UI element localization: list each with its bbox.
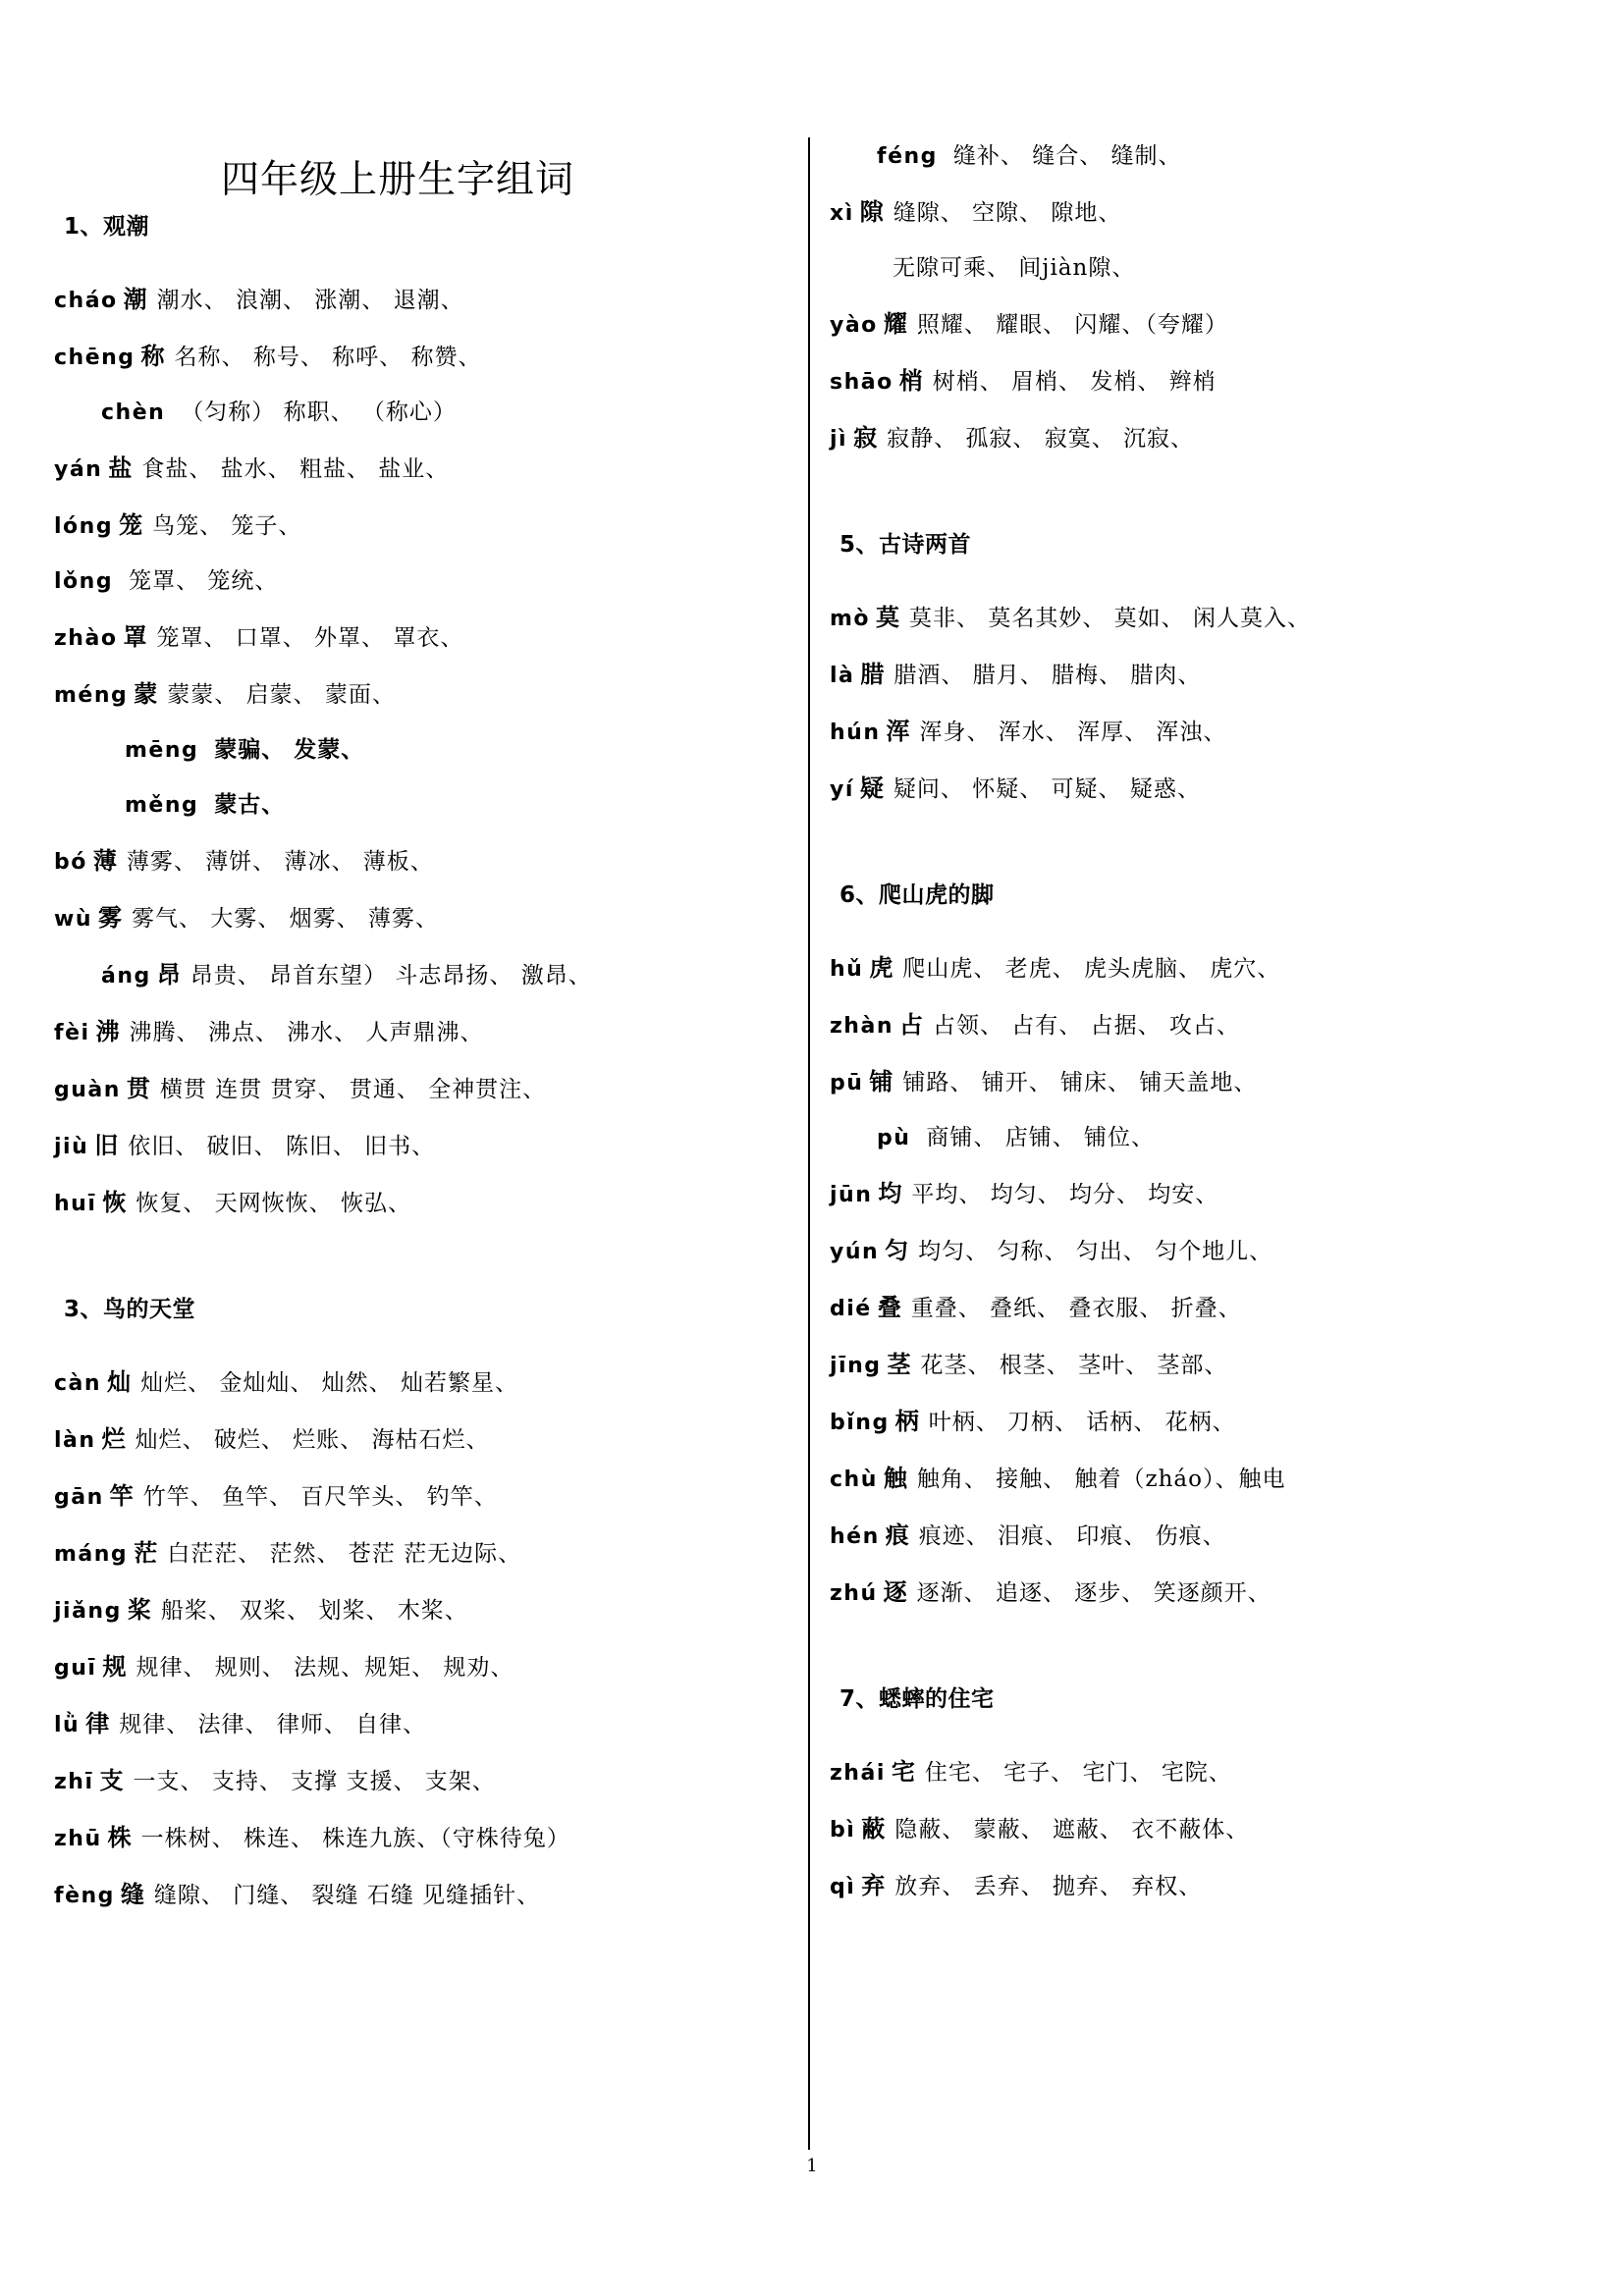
- vocabulary-entry: [54, 731, 741, 764]
- pinyin-label: jì: [830, 427, 848, 452]
- vocabulary-entry: [830, 1573, 1517, 1607]
- vocabulary-entry: [54, 1647, 741, 1682]
- pinyin-label: máng: [54, 1542, 129, 1567]
- headword-character: 桨: [127, 1596, 151, 1624]
- vocabulary-entry: [830, 712, 1517, 746]
- headword-character: 触: [883, 1465, 907, 1492]
- headword-character: 痕: [885, 1522, 909, 1549]
- example-words: 名称、 称号、 称呼、 称赞、: [174, 345, 482, 370]
- pinyin-label: jiù: [54, 1135, 89, 1159]
- headword-character: 称: [140, 343, 165, 370]
- vocabulary-entry: [54, 1590, 741, 1625]
- example-words: 铺路、 铺开、 铺床、 铺天盖地、: [902, 1070, 1258, 1095]
- pinyin-label: lóng: [54, 514, 114, 539]
- vocabulary-entry: [54, 1126, 741, 1160]
- pinyin-label: là: [830, 664, 855, 688]
- vocabulary-entry: [830, 1119, 1517, 1151]
- vocabulary-entry: [830, 1752, 1517, 1787]
- vocabulary-entry: [54, 1533, 741, 1568]
- example-words: 放弃、 丢弃、 抛弃、 弃权、: [894, 1874, 1203, 1899]
- pinyin-label: wù: [54, 907, 92, 932]
- example-words: 蒙骗、 发蒙、: [214, 737, 365, 763]
- left-column-items: [54, 208, 741, 1909]
- vocabulary-entry: [830, 1062, 1517, 1096]
- pinyin-label: gān: [54, 1485, 104, 1510]
- vocabulary-entry: [54, 1012, 741, 1046]
- heading-spacer: [54, 1329, 741, 1362]
- example-words: 蒙蒙、 启蒙、 蒙面、: [167, 682, 396, 708]
- vocabulary-entry: [54, 1183, 741, 1217]
- headword-character: 浑: [886, 718, 910, 745]
- example-words: 腊酒、 腊月、 腊梅、 腊肉、: [893, 663, 1202, 688]
- example-words: 恢复、 天网恢恢、 恢弘、: [135, 1191, 411, 1216]
- pinyin-label: lǒng: [54, 569, 114, 594]
- example-words: 竹竿、 鱼竿、 百尺竿头、 钓竿、: [142, 1484, 498, 1510]
- vocabulary-entry: [830, 1402, 1517, 1436]
- vocabulary-entry: [830, 192, 1517, 227]
- vocabulary-entry: [830, 418, 1517, 453]
- vocabulary-entry: [54, 786, 741, 819]
- example-words: 莫非、 莫名其妙、 莫如、 闲人莫入、: [909, 606, 1311, 631]
- headword-character: 隙: [859, 198, 884, 226]
- heading-spacer: [830, 564, 1517, 598]
- example-words: 隐蔽、 蒙蔽、 遮蔽、 衣不蔽体、: [894, 1817, 1250, 1842]
- example-words: 笼罩、 口罩、 外罩、 罩衣、: [156, 625, 464, 651]
- headword-character: 柄: [894, 1408, 919, 1435]
- section-spacer: [830, 826, 1517, 877]
- headword-character: 腊: [860, 661, 885, 688]
- pinyin-label: fèi: [54, 1021, 90, 1045]
- pinyin-label: yán: [54, 457, 103, 482]
- vocabulary-entry: [54, 394, 741, 426]
- vocabulary-entry: [54, 955, 741, 989]
- section-heading: 3、鸟的天堂: [64, 1297, 196, 1322]
- vocabulary-entry: [54, 1419, 741, 1454]
- example-words: 逐渐、 追逐、 逐步、 笑逐颜开、: [916, 1580, 1272, 1606]
- pinyin-label: zhào: [54, 626, 118, 651]
- vocabulary-entry: [830, 1516, 1517, 1550]
- example-words: 均匀、 匀称、 匀出、 匀个地儿、: [918, 1239, 1273, 1264]
- pinyin-label: guàn: [54, 1078, 121, 1102]
- example-words: 照耀、 耀眼、 闪耀、（夸耀）: [916, 312, 1228, 338]
- example-words: 规律、 规则、 法规、规矩、 规劝、: [135, 1655, 514, 1681]
- headword-character: 竿: [109, 1482, 134, 1510]
- headword-character: 恢: [102, 1189, 127, 1216]
- pinyin-label: zhái: [830, 1761, 886, 1786]
- example-words: 浑身、 浑水、 浑厚、 浑浊、: [919, 720, 1227, 745]
- heading-spacer: [830, 1719, 1517, 1752]
- vocabulary-entry: [830, 948, 1517, 983]
- example-words: 爬山虎、 老虎、 虎头虎脑、 虎穴、: [902, 956, 1281, 982]
- vocabulary-entry: [54, 1476, 741, 1511]
- example-words: 鸟笼、 笼子、: [152, 513, 302, 539]
- example-words: 白茫茫、 茫然、 苍茫 茫无边际、: [167, 1541, 522, 1567]
- pinyin-label: dié: [830, 1297, 872, 1321]
- headword-character: 灿: [107, 1368, 132, 1396]
- headword-character: 耀: [883, 310, 907, 338]
- example-words: 住宅、 宅子、 宅门、 宅院、: [924, 1760, 1232, 1786]
- headword-character: 均: [878, 1180, 902, 1207]
- example-words: 重叠、 叠纸、 叠衣服、 折叠、: [910, 1296, 1242, 1321]
- vocabulary-entry: [830, 1809, 1517, 1843]
- example-words: 缝隙、 门缝、 裂缝 石缝 见缝插针、: [153, 1883, 541, 1908]
- heading-spacer: [54, 246, 741, 280]
- example-words: 商铺、 店铺、 铺位、: [926, 1125, 1156, 1150]
- example-words: 蒙古、: [214, 792, 286, 818]
- pinyin-label: shāo: [830, 370, 893, 395]
- headword-character: 支: [99, 1767, 124, 1794]
- example-words: 雾气、 大雾、 烟雾、 薄雾、: [132, 906, 439, 932]
- example-words: （匀称） 称职、 （称心）: [181, 400, 457, 425]
- headword-character: 茎: [887, 1351, 911, 1378]
- vocabulary-entry: [830, 1866, 1517, 1900]
- pinyin-label: cháo: [54, 289, 118, 313]
- headword-character: 宅: [891, 1758, 915, 1786]
- section-heading: 7、蟋蟀的住宅: [839, 1686, 995, 1712]
- example-words: 灿烂、 破烂、 烂账、 海枯石烂、: [135, 1427, 490, 1453]
- right-column-items: [830, 137, 1517, 1900]
- title-spacer: [54, 137, 741, 208]
- headword-character: 昂: [156, 961, 181, 988]
- example-words: 船桨、 双桨、 划桨、 木桨、: [160, 1598, 468, 1624]
- vocabulary-entry: [830, 598, 1517, 632]
- vocabulary-entry: [54, 1818, 741, 1852]
- pinyin-label: jiǎng: [54, 1599, 122, 1624]
- headword-character: 占: [898, 1011, 923, 1039]
- example-words: 一株树、 株连、 株连九族、（守株待兔）: [140, 1826, 570, 1851]
- headword-character: 虎: [869, 954, 893, 982]
- example-words: 笼罩、 笼统、: [129, 568, 279, 594]
- pinyin-label: bó: [54, 850, 87, 875]
- vocabulary-entry: [830, 1459, 1517, 1493]
- section-spacer: [830, 475, 1517, 526]
- example-words: 缝补、 缝合、 缝制、: [952, 143, 1182, 169]
- headword-character: 笼: [119, 511, 143, 539]
- vocabulary-entry: [54, 562, 741, 595]
- pinyin-label: jīng: [830, 1354, 882, 1378]
- vocabulary-entry: [830, 1345, 1517, 1379]
- section-heading: 6、爬山虎的脚: [839, 882, 995, 908]
- example-words: 薄雾、 薄饼、 薄冰、 薄板、: [126, 849, 434, 875]
- pinyin-label: qì: [830, 1875, 856, 1899]
- pinyin-label: féng: [877, 144, 938, 169]
- headword-character: 贯: [126, 1075, 150, 1102]
- pinyin-label: zhú: [830, 1581, 878, 1606]
- example-words: 占领、 占有、 占据、 攻占、: [932, 1013, 1240, 1039]
- example-words: 痕迹、 泪痕、 印痕、 伤痕、: [918, 1523, 1226, 1549]
- page-number: 1: [806, 2156, 818, 2176]
- example-words: 灿烂、 金灿灿、 灿然、 灿若繁星、: [140, 1370, 518, 1396]
- pinyin-label: hún: [830, 721, 881, 745]
- right-column: [830, 137, 1517, 1923]
- vocabulary-entry: [54, 337, 741, 371]
- pinyin-label: càn: [54, 1371, 102, 1396]
- section-heading: 5、古诗两首: [839, 532, 972, 558]
- headword-character: 薄: [92, 847, 117, 875]
- pinyin-label: áng: [101, 964, 151, 988]
- headword-character: 规: [102, 1653, 127, 1681]
- pinyin-label: yào: [830, 313, 878, 338]
- pinyin-label: jūn: [830, 1183, 873, 1207]
- page-title: 四年级上册生字组词: [221, 158, 575, 202]
- example-words: 花茎、 根茎、 茎叶、 茎部、: [920, 1353, 1228, 1378]
- pinyin-label: làn: [54, 1428, 96, 1453]
- example-words: 寂静、 孤寂、 寂寞、 沉寂、: [887, 426, 1195, 452]
- headword-character: 烂: [101, 1425, 126, 1453]
- headword-character: 梢: [898, 367, 923, 395]
- headword-character: 潮: [123, 286, 147, 313]
- headword-character: 寂: [853, 424, 878, 452]
- vocabulary-entry: [54, 617, 741, 652]
- headword-character: 蔽: [861, 1815, 886, 1842]
- vocabulary-entry: [54, 1761, 741, 1795]
- example-words: 树梢、 眉梢、 发梢、 辫梢: [932, 369, 1217, 395]
- pinyin-label: chù: [830, 1468, 878, 1492]
- pinyin-label: chèn: [101, 400, 166, 425]
- pinyin-label: zhī: [54, 1770, 94, 1794]
- example-words: 疑问、 怀疑、 可疑、 疑惑、: [893, 776, 1201, 802]
- pinyin-label: lǜ: [54, 1713, 81, 1737]
- example-words: 潮水、 浪潮、 涨潮、 退潮、: [156, 288, 464, 313]
- example-words: 叶柄、 刀柄、 话柄、 花柄、: [928, 1410, 1236, 1435]
- pinyin-label: huī: [54, 1192, 97, 1216]
- pinyin-label: měng: [125, 793, 199, 818]
- vocabulary-entry: [830, 1231, 1517, 1265]
- example-words: 昂贵、 昂首东望） 斗志昂扬、 激昂、: [189, 963, 592, 988]
- pinyin-label: xì: [830, 201, 854, 226]
- vocabulary-entry: [54, 898, 741, 933]
- vocabulary-entry: [54, 280, 741, 314]
- example-words: 一支、 支持、 支撑 支援、 支架、: [133, 1769, 496, 1794]
- vocabulary-entry: [54, 506, 741, 540]
- example-words: 缝隙、 空隙、 隙地、: [893, 200, 1122, 226]
- vocabulary-entry: [54, 841, 741, 876]
- headword-character: 叠: [877, 1294, 901, 1321]
- section-spacer: [54, 1240, 741, 1291]
- section-heading: 1、观潮: [64, 214, 150, 240]
- headword-character: 疑: [859, 774, 884, 802]
- pinyin-label: yí: [830, 777, 854, 802]
- example-words: 无隙可乘、 间jiàn隙、: [893, 255, 1136, 281]
- pinyin-label: pù: [877, 1126, 911, 1150]
- headword-character: 茫: [134, 1539, 158, 1567]
- vocabulary-entry: [54, 1069, 741, 1103]
- vocabulary-entry: [54, 449, 741, 483]
- vocabulary-entry: [830, 655, 1517, 689]
- headword-character: 蒙: [134, 680, 158, 708]
- headword-character: 株: [107, 1824, 132, 1851]
- vocabulary-entry: [830, 1174, 1517, 1208]
- pinyin-label: pū: [830, 1071, 864, 1095]
- example-words: 横贯 连贯 贯穿、 贯通、 全神贯注、: [159, 1077, 547, 1102]
- example-words: 食盐、 盐水、 粗盐、 盐业、: [141, 456, 450, 482]
- headword-character: 弃: [861, 1872, 886, 1899]
- pinyin-label: mēng: [125, 738, 199, 763]
- vocabulary-entry: [54, 1362, 741, 1397]
- headword-character: 律: [85, 1710, 110, 1737]
- headword-character: 铺: [869, 1068, 893, 1095]
- headword-character: 盐: [108, 454, 133, 482]
- vocabulary-entry: [830, 249, 1517, 282]
- pinyin-label: hǔ: [830, 957, 864, 982]
- example-words: 沸腾、 沸点、 沸水、 人声鼎沸、: [129, 1020, 484, 1045]
- pinyin-label: méng: [54, 683, 129, 708]
- headword-character: 雾: [98, 904, 122, 932]
- section-spacer: [830, 1629, 1517, 1681]
- pinyin-label: zhū: [54, 1827, 102, 1851]
- pinyin-label: zhàn: [830, 1014, 893, 1039]
- headword-character: 罩: [123, 623, 147, 651]
- example-words: 规律、 法律、 律师、 自律、: [119, 1712, 427, 1737]
- vocabulary-entry: [830, 304, 1517, 339]
- column-divider: [808, 137, 810, 2150]
- vocabulary-entry: [54, 1875, 741, 1909]
- heading-spacer: [830, 915, 1517, 948]
- example-words: 平均、 均匀、 均分、 均安、: [911, 1182, 1219, 1207]
- vocabulary-entry: [830, 1288, 1517, 1322]
- left-column: [54, 137, 741, 1932]
- headword-character: 缝: [120, 1881, 144, 1908]
- pinyin-label: hén: [830, 1524, 880, 1549]
- headword-character: 旧: [94, 1132, 119, 1159]
- pinyin-label: fèng: [54, 1884, 115, 1908]
- vocabulary-entry: [830, 137, 1517, 170]
- pinyin-label: yún: [830, 1240, 880, 1264]
- headword-character: 逐: [883, 1578, 907, 1606]
- vocabulary-entry: [54, 1704, 741, 1738]
- headword-character: 莫: [876, 604, 900, 631]
- pinyin-label: bì: [830, 1818, 856, 1842]
- pinyin-label: guī: [54, 1656, 97, 1681]
- vocabulary-entry: [54, 674, 741, 709]
- example-words: 触角、 接触、 触着（zháo）、触电: [916, 1467, 1286, 1492]
- headword-character: 沸: [95, 1018, 120, 1045]
- vocabulary-entry: [830, 361, 1517, 396]
- pinyin-label: chēng: [54, 346, 135, 370]
- vocabulary-entry: [830, 769, 1517, 803]
- pinyin-label: mò: [830, 607, 871, 631]
- example-words: 依旧、 破旧、 陈旧、 旧书、: [128, 1134, 436, 1159]
- vocabulary-entry: [830, 1005, 1517, 1040]
- pinyin-label: bǐng: [830, 1411, 890, 1435]
- headword-character: 匀: [885, 1237, 909, 1264]
